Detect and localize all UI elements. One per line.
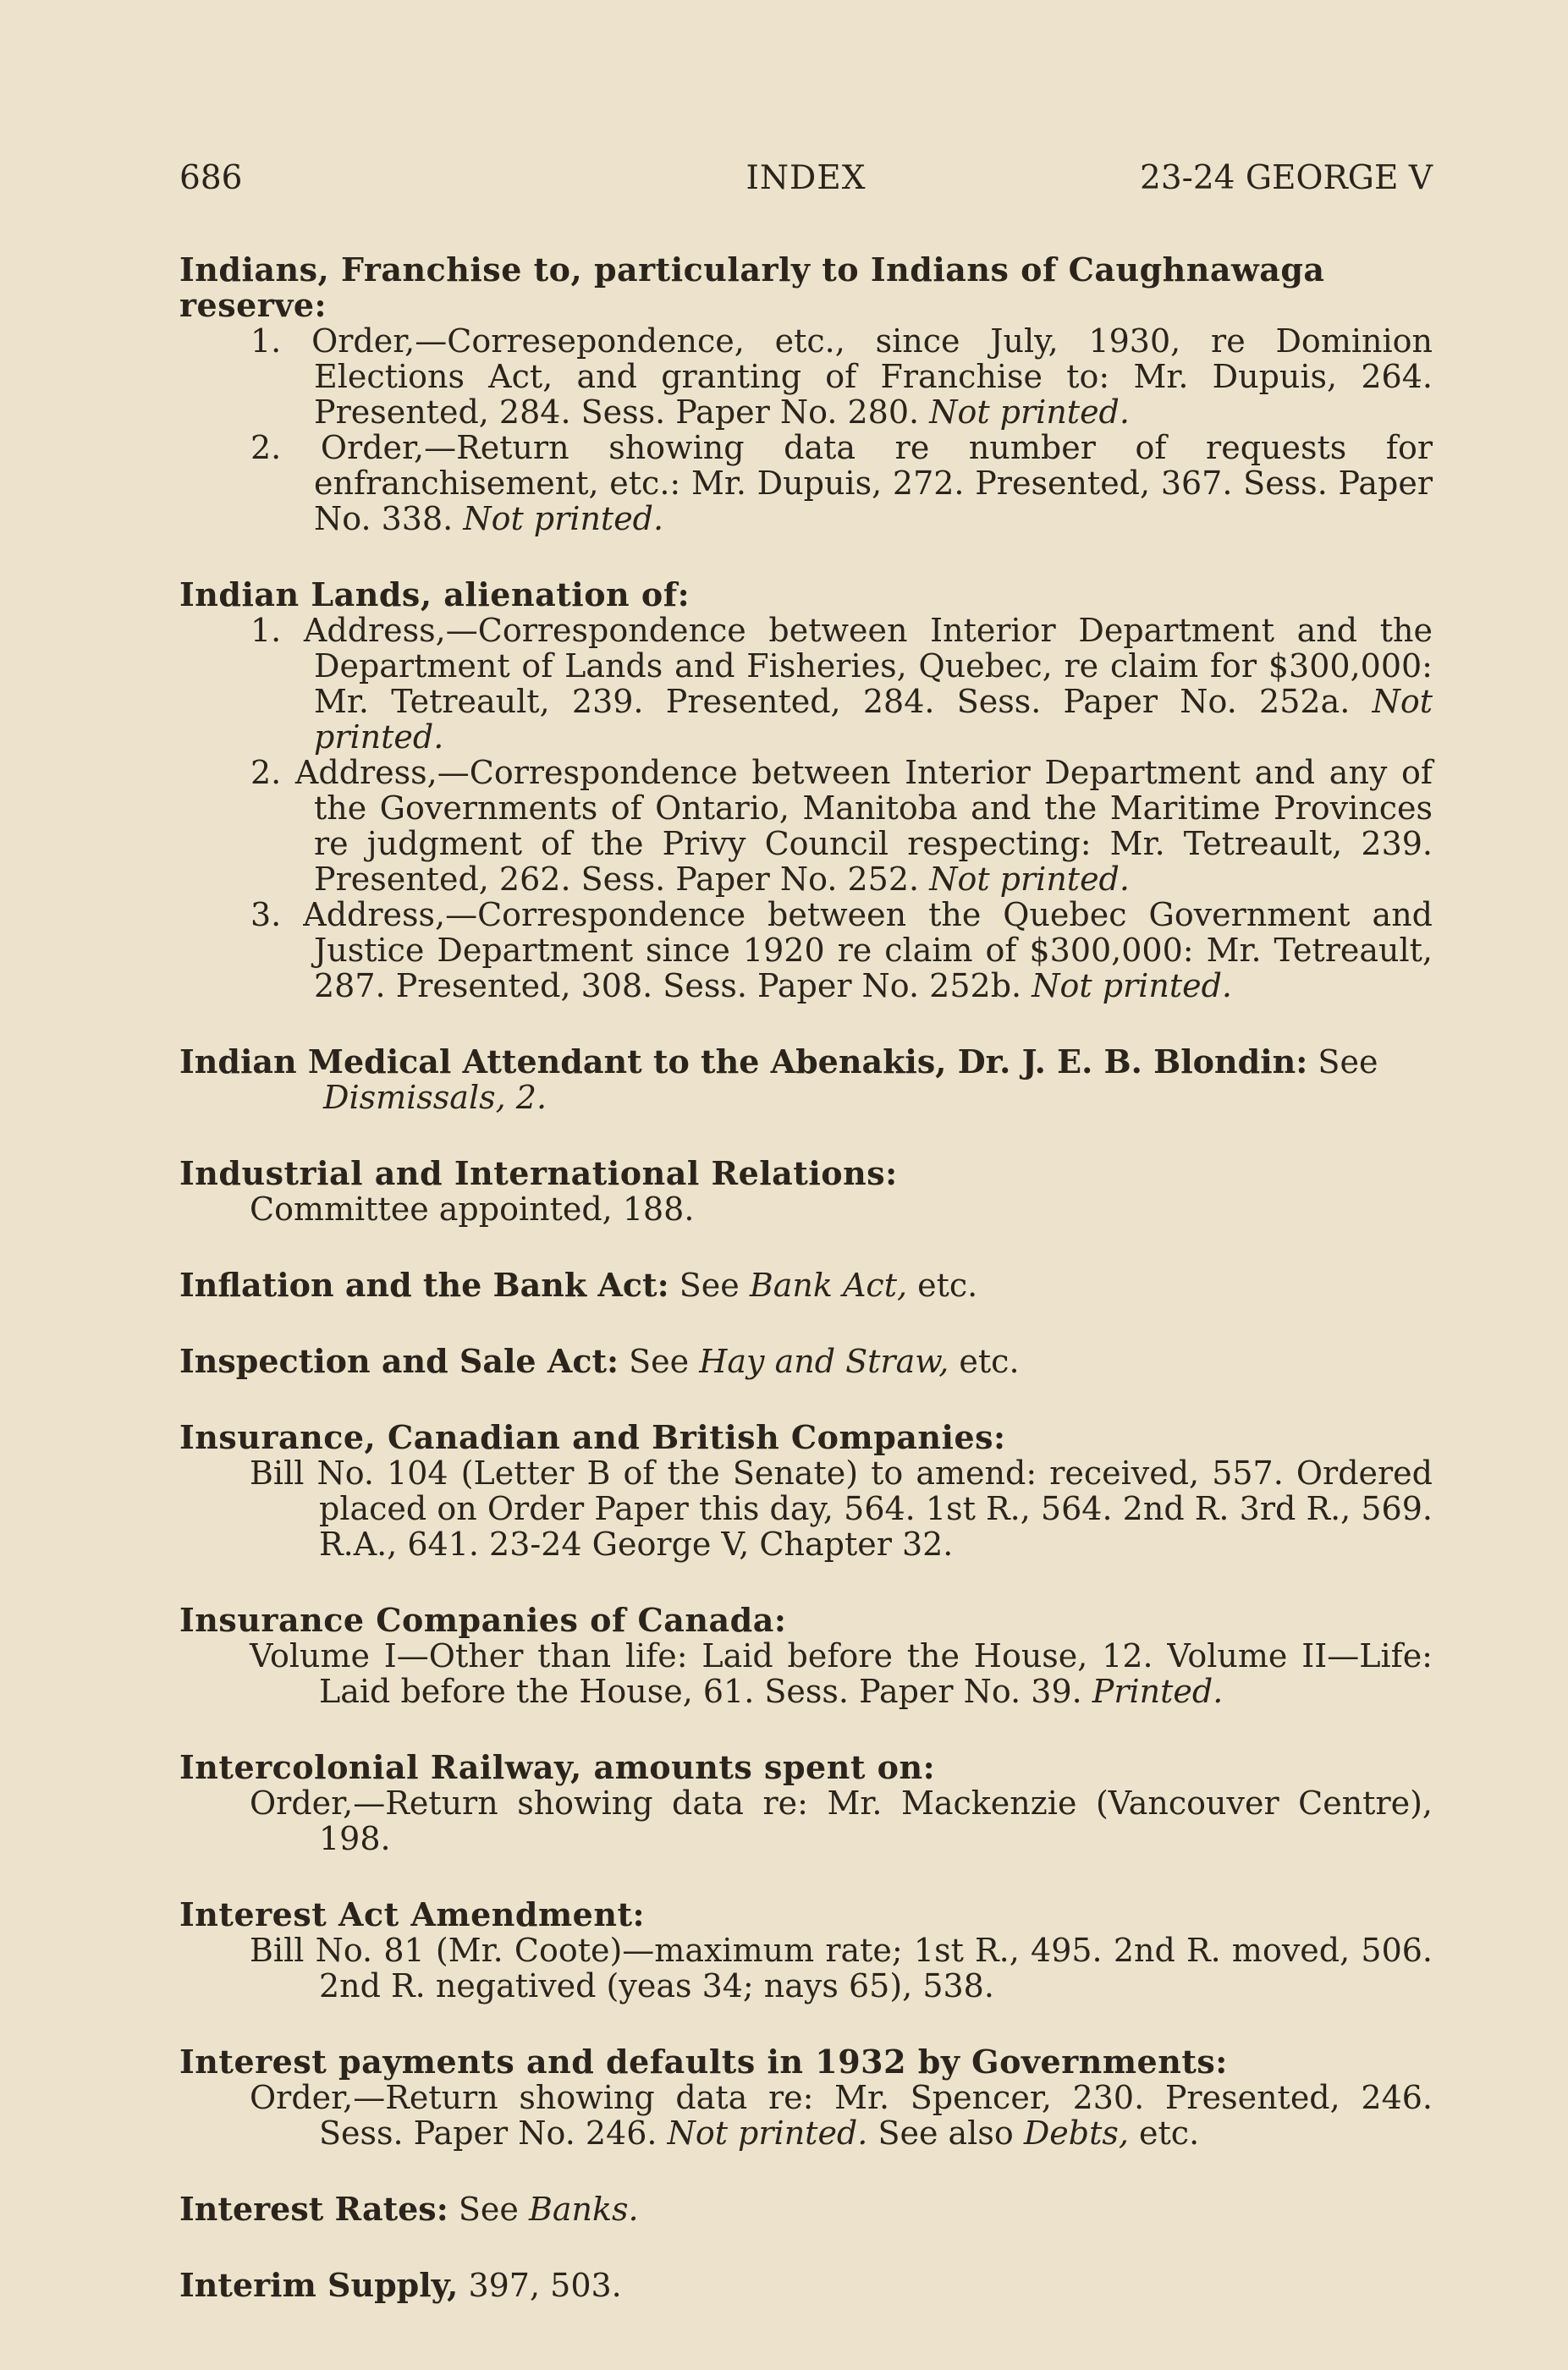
item-number: 1. xyxy=(250,322,282,360)
index-entry-interim-supply xyxy=(179,2268,1433,2303)
entry-heading-line xyxy=(179,1044,1433,1080)
entry-text-block xyxy=(179,1638,1433,1709)
entry-heading: Indians, Franchise to, particularly to Indians of Caughnawaga reserve: xyxy=(179,250,1325,324)
entry-heading: Industrial and International Relations: xyxy=(179,1154,898,1192)
index-entry-insurance-companies xyxy=(179,1603,1433,1709)
index-entry-insurance-canadian-british xyxy=(179,1420,1433,1562)
cross-reference-tail: etc. xyxy=(917,1267,978,1304)
item-number: 2. xyxy=(250,754,282,791)
entry-text: Volume I—Other than life: Laid before the House, 12. Volume II—Life: Laid before the House, 61. Sess. Paper No. 39. xyxy=(250,1637,1433,1710)
running-head: 23-24 GEORGE V xyxy=(1140,159,1433,197)
entry-heading: Indian Lands, alienation of: xyxy=(179,575,690,613)
item-note: Not printed. xyxy=(314,683,1433,756)
entry-item xyxy=(179,430,1433,536)
item-note: Not printed. xyxy=(463,500,664,537)
item-number: 2. xyxy=(250,429,282,466)
item-note: Not printed. xyxy=(929,393,1130,431)
index-entry-indian-medical-attendant xyxy=(179,1044,1433,1115)
entry-heading: Intercolonial Railway, amounts spent on: xyxy=(179,1748,936,1786)
item-number: 1. xyxy=(250,612,282,649)
index-entry-interest-payments xyxy=(179,2044,1433,2151)
entry-text: Committee appointed, 188. xyxy=(250,1190,695,1228)
entry-heading: Interim Supply, xyxy=(179,2266,459,2304)
item-text: Order,—Corresepondence, etc., since July, 1930, re Dominion Elections Act, and granting of Franchise to: Mr. Dupuis, 264. Presented, 284. Sess. Paper No. 280. xyxy=(311,322,1433,431)
entry-heading: Interest Act Amendment: xyxy=(179,1895,646,1933)
index-entry-indian-lands xyxy=(179,577,1433,1004)
cross-reference: Bank Act, xyxy=(749,1267,908,1304)
page-header xyxy=(179,159,1433,201)
index-entry-inspection xyxy=(179,1344,1433,1379)
entry-text: 397, 503. xyxy=(468,2267,622,2304)
item-text: Address,—Correspondence between the Quebec Government and Justice Department since 1920 re claim of $300,000: Mr. Tetreault, 287. Presented, 308. Sess. Paper No. 252b. xyxy=(303,896,1433,1004)
item-number: 3. xyxy=(250,896,282,933)
item-text: Address,—Correspondence between Interior Department and the Department of Lands and Fisheries, Quebec, re claim for $300,000: Mr. Tetreault, 239. Presented, 284. Sess. Paper No. 252a. xyxy=(303,612,1433,720)
see-label: See also xyxy=(878,2114,1014,2152)
cross-reference: Banks. xyxy=(528,2191,639,2228)
index-entry-intercolonial-railway xyxy=(179,1750,1433,1856)
entry-item xyxy=(179,755,1433,897)
entry-note: Not printed. xyxy=(667,2114,868,2152)
cross-reference: Debts, xyxy=(1023,2114,1129,2152)
page-title: INDEX xyxy=(745,159,867,197)
index-entry-industrial-relations xyxy=(179,1156,1433,1227)
entry-note: Printed. xyxy=(1092,1673,1224,1710)
cross-reference: Hay and Straw, xyxy=(699,1343,949,1380)
entry-text: Bill No. 104 (Letter B of the Senate) to amend: received, 557. Ordered placed on Order Paper this day, 564. 1st R., 564. 2nd R. 3rd R., 569. R.A., 641. 23-24 George V, Chapter 32. xyxy=(250,1454,1433,1563)
item-text: Address,—Correspondence between Interior Department and any of the Governments of Ontario, Manitoba and the Maritime Provinces re judgment of the Privy Council respecting: Mr. Tetreault, 239. Presented, 262. Sess. Paper No. 252. xyxy=(294,754,1433,898)
item-text: Order,—Return showing data re number of requests for enfranchisement, etc.: Mr. Dupuis, 272. Presented, 367. Sess. Paper No. 338. xyxy=(314,429,1433,537)
see-label: See xyxy=(458,2191,519,2228)
entry-heading: Inflation and the Bank Act: xyxy=(179,1266,669,1304)
see-label: See xyxy=(679,1267,740,1304)
index-entry-inflation xyxy=(179,1267,1433,1303)
entry-heading: Inspection and Sale Act: xyxy=(179,1342,619,1380)
entry-text-block xyxy=(179,2080,1433,2151)
entry-item xyxy=(179,323,1433,430)
see-label: See xyxy=(1318,1043,1378,1081)
entry-text: Bill No. 81 (Mr. Coote)—maximum rate; 1st R., 495. 2nd R. moved, 506. 2nd R. negatived (yeas 34; nays 65), 538. xyxy=(250,1932,1433,2004)
index-entry-interest-act xyxy=(179,1897,1433,2004)
entry-heading: Interest payments and defaults in 1932 by Governments: xyxy=(179,2043,1228,2081)
entry-heading: Interest Rates: xyxy=(179,2190,448,2228)
cross-reference-tail: etc. xyxy=(959,1343,1020,1380)
index-content xyxy=(179,252,1433,2344)
entry-heading: Indian Medical Attendant to the Abenakis, Dr. J. E. B. Blondin: xyxy=(179,1042,1308,1081)
item-note: Not printed. xyxy=(929,861,1130,898)
item-note: Not printed. xyxy=(1032,967,1232,1004)
entry-item xyxy=(179,613,1433,755)
index-entry-interest-rates xyxy=(179,2191,1433,2227)
entry-text: Order,—Return showing data re: Mr. Mackenzie (Vancouver Centre), 198. xyxy=(250,1784,1433,1857)
see-label: See xyxy=(629,1343,690,1380)
entry-heading: Insurance, Canadian and British Companies: xyxy=(179,1418,1006,1456)
page-number: 686 xyxy=(179,159,243,197)
entry-text: Order,—Return showing data re: Mr. Spencer, 230. Presented, 246. Sess. Paper No. 246. xyxy=(250,2079,1433,2152)
cross-reference: Dismissals, 2. xyxy=(323,1079,547,1116)
cross-reference-tail: etc. xyxy=(1139,2114,1200,2152)
index-entry-indians-franchise xyxy=(179,252,1433,536)
entry-item xyxy=(179,897,1433,1004)
entry-heading: Insurance Companies of Canada: xyxy=(179,1601,787,1639)
